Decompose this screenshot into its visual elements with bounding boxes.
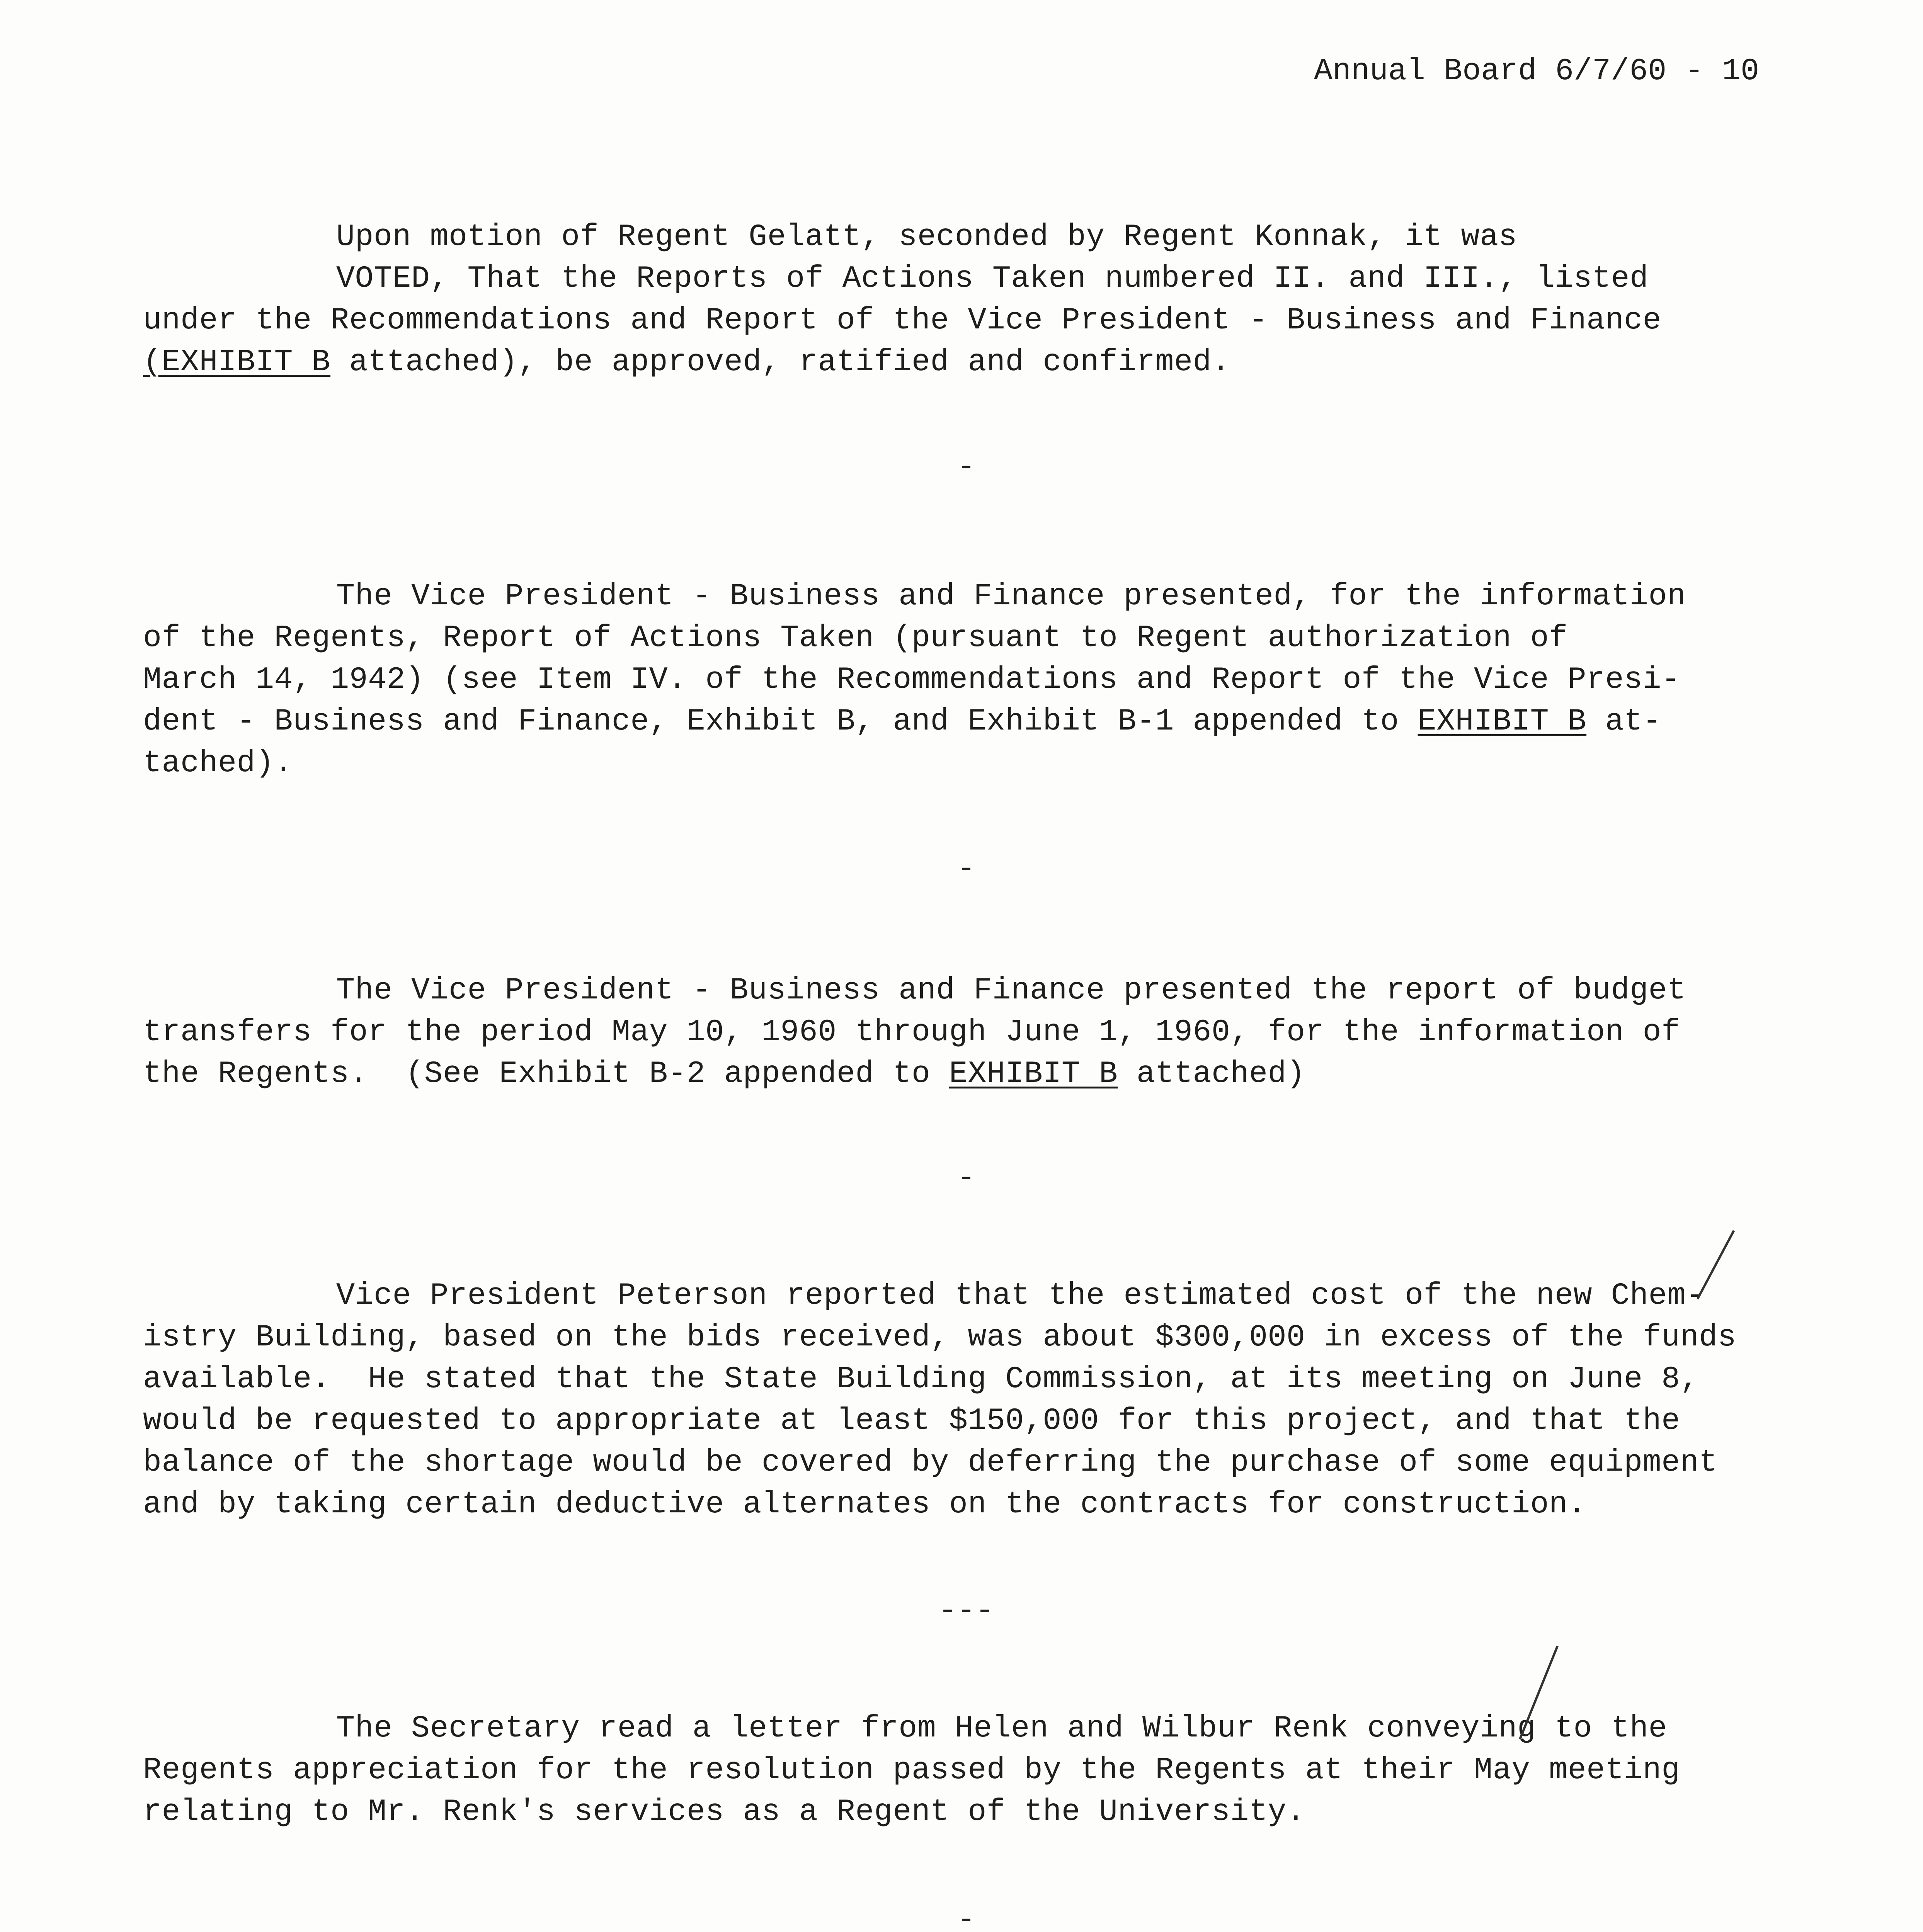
section-separator: -	[956, 450, 975, 485]
text-line: balance of the shortage would be covered by deferring the purchase of some equipment	[143, 1445, 1718, 1480]
text-line: of the Regents, Report of Actions Taken (pursuant to Regent authorization of	[143, 621, 1568, 656]
text-line: and by taking certain deductive alternates on the contracts for construction.	[143, 1487, 1587, 1522]
text-line: dent - Business and Finance, Exhibit B, and Exhibit B-1 appended to EXHIBIT B at-	[143, 704, 1662, 739]
paragraph-vote-gelatt	[143, 216, 1812, 383]
text-line: (EXHIBIT B attached), be approved, ratified and confirmed.	[143, 345, 1230, 380]
exhibit-reference: (EXHIBIT B	[143, 345, 331, 380]
paragraph-renk-letter	[143, 1708, 1812, 1833]
text-line: Regents appreciation for the resolution passed by the Regents at their May meeting	[143, 1753, 1680, 1788]
text-line: transfers for the period May 10, 1960 through June 1, 1960, for the information of	[143, 1015, 1680, 1050]
text-line: March 14, 1942) (see Item IV. of the Recommendations and Report of the Vice Presi-	[143, 662, 1680, 697]
text-line: under the Recommendations and Report of the Vice President - Business and Finance	[143, 303, 1662, 338]
paragraph-chemistry-building	[143, 1275, 1812, 1526]
paragraph-report-actions	[143, 576, 1812, 784]
section-separator: -	[956, 1903, 975, 1932]
exhibit-reference: EXHIBIT B	[949, 1056, 1118, 1092]
text-line: istry Building, based on the bids received, was about $300,000 in excess of the funds	[143, 1320, 1737, 1355]
text-line: available. He stated that the State Building Commission, at its meeting on June 8,	[143, 1362, 1699, 1397]
paragraph-budget-transfers	[143, 970, 1812, 1095]
text-line: Upon motion of Regent Gelatt, seconded by Regent Konnak, it was	[336, 219, 1517, 255]
text-line: VOTED, That the Reports of Actions Taken numbered II. and III., listed	[336, 261, 1649, 296]
page-header: Annual Board 6/7/60 - 10	[1314, 54, 1760, 89]
section-separator: ---	[938, 1594, 994, 1629]
section-separator: -	[956, 1161, 975, 1196]
text-line: The Vice President - Business and Finance presented the report of budget	[336, 973, 1686, 1008]
section-separator: -	[956, 852, 975, 887]
exhibit-reference: EXHIBIT B	[1418, 704, 1587, 739]
text-line: Vice President Peterson reported that the estimated cost of the new Chem-	[336, 1278, 1705, 1313]
text-line: would be requested to appropriate at least $150,000 for this project, and that the	[143, 1403, 1680, 1439]
text-line: relating to Mr. Renk's services as a Regent of the University.	[143, 1794, 1305, 1830]
text-line: The Secretary read a letter from Helen and Wilbur Renk conveying to the	[336, 1711, 1668, 1746]
text-line: The Vice President - Business and Finance presented, for the information	[336, 579, 1686, 614]
text-line: the Regents. (See Exhibit B-2 appended to EXHIBIT B attached)	[143, 1056, 1305, 1092]
text-line: tached).	[143, 746, 293, 781]
